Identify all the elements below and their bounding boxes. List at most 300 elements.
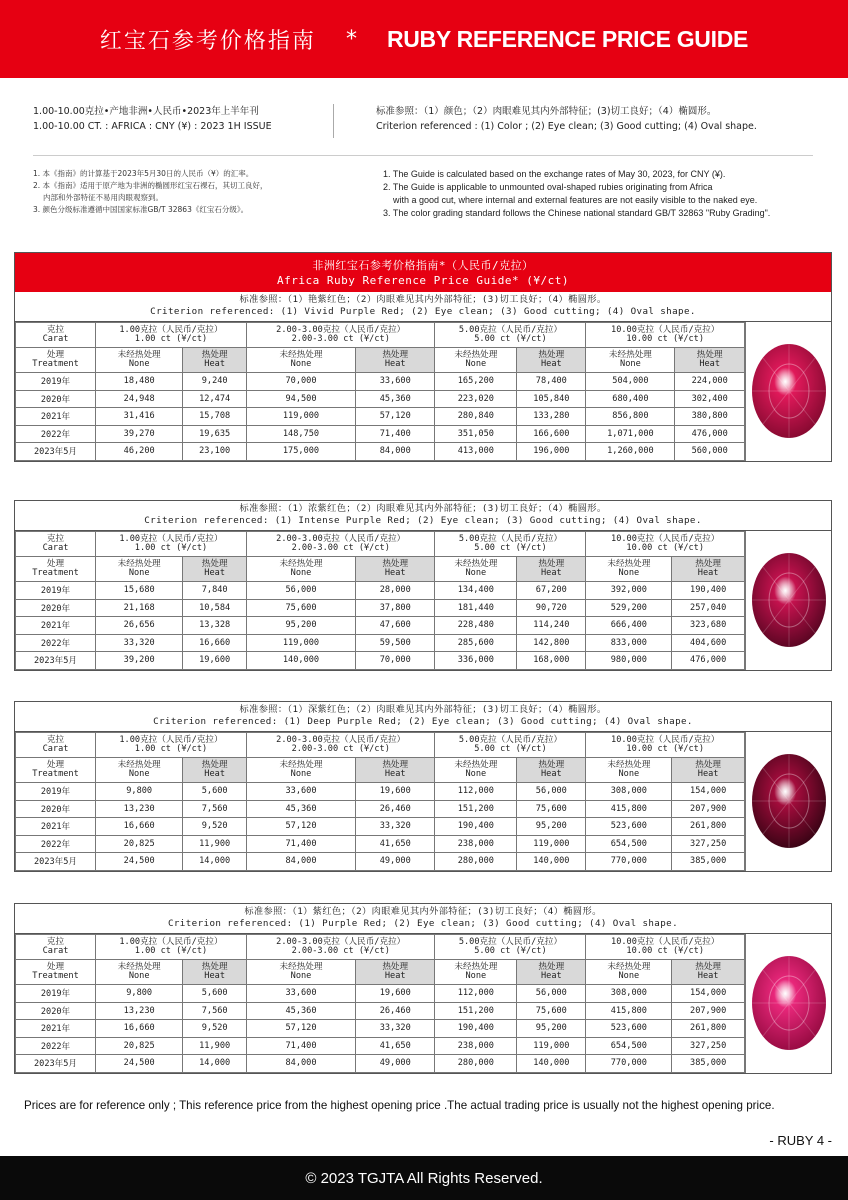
price-cell: 261,800: [672, 818, 745, 836]
ruby-gem-image: [745, 732, 831, 871]
heat-label-cn: 热处理: [695, 559, 722, 569]
none-label-en: None: [618, 568, 640, 578]
price-table-block: [14, 701, 832, 872]
carat-label-en: Carat: [42, 946, 69, 956]
price-cell: 56,000: [246, 582, 355, 600]
none-label-cn: 未经热处理: [279, 559, 323, 569]
price-cell: 41,650: [356, 835, 435, 853]
carat-label-en: Carat: [42, 334, 69, 344]
price-cell: 181,440: [435, 599, 517, 617]
note-en-2-cont: with a good cut, where internal and external features are not easily visible to the naked eye.: [393, 195, 758, 205]
price-cell: 654,500: [586, 835, 672, 853]
price-cell: 168,000: [517, 652, 586, 670]
price-cell: 75,600: [246, 599, 355, 617]
treatment-none-header: [246, 348, 355, 373]
main-title-cn: 非洲红宝石参考价格指南*（人民币/克拉）: [312, 259, 534, 272]
table-row: [16, 582, 745, 600]
year-cell: 2019年: [16, 985, 96, 1003]
price-cell: 59,500: [356, 634, 435, 652]
price-cell: 9,240: [183, 373, 247, 391]
treatment-label: [16, 758, 96, 783]
price-table-block: [14, 500, 832, 671]
price-cell: 24,948: [96, 390, 183, 408]
table-row: [16, 652, 745, 670]
heat-label-cn: 热处理: [695, 760, 722, 770]
price-cell: 415,800: [586, 800, 672, 818]
year-cell: 2021年: [16, 408, 96, 426]
none-label-en: None: [465, 568, 487, 578]
treatment-label: [16, 348, 96, 373]
treatment-label-cn: 处理: [46, 559, 65, 569]
carat-range-header: [246, 323, 434, 348]
price-cell: 33,600: [356, 373, 435, 391]
none-label-en: None: [618, 971, 640, 981]
table-row: [16, 617, 745, 635]
price-cell: 13,328: [183, 617, 247, 635]
heat-label-cn: 热处理: [695, 962, 722, 972]
carat-range-header: [435, 733, 586, 758]
price-cell: 56,000: [517, 783, 586, 801]
price-cell: 57,120: [246, 1020, 355, 1038]
carat-range-en: 2.00-3.00 ct (¥/ct): [291, 744, 390, 754]
table-row: [16, 425, 745, 443]
carat-range-cn: 1.00克拉（人民币/克拉）: [119, 534, 223, 544]
price-table-block: [14, 903, 832, 1074]
none-label-cn: 未经热处理: [454, 350, 498, 360]
price-cell: 7,840: [183, 582, 247, 600]
price-cell: 207,900: [672, 800, 745, 818]
carat-range-cn: 10.00克拉（人民币/克拉）: [611, 534, 720, 544]
none-label-cn: 未经热处理: [607, 962, 651, 972]
price-cell: 78,400: [517, 373, 586, 391]
price-cell: 385,000: [672, 853, 745, 871]
price-cell: 45,360: [246, 1002, 355, 1020]
carat-range-header: [96, 733, 247, 758]
table-wrap: [15, 732, 831, 871]
treatment-heat-header: [183, 960, 247, 985]
note-en-1: 1. The Guide is calculated based on the exchange rates of May 30, 2023, for CNY (¥).: [383, 169, 726, 179]
carat-range-header: [586, 323, 745, 348]
price-cell: 37,800: [356, 599, 435, 617]
treatment-label-cn: 处理: [46, 760, 65, 770]
price-cell: 504,000: [586, 373, 675, 391]
treatment-none-header: [586, 758, 672, 783]
price-cell: 280,840: [435, 408, 517, 426]
price-cell: 41,650: [356, 1037, 435, 1055]
price-cell: 90,720: [517, 599, 586, 617]
carat-range-cn: 2.00-3.00克拉（人民币/克拉）: [276, 534, 406, 544]
price-cell: 404,600: [672, 634, 745, 652]
treatment-none-header: [246, 758, 355, 783]
notes-chinese: [33, 168, 383, 220]
carat-range-header: [246, 935, 434, 960]
treatment-heat-header: [356, 960, 435, 985]
heat-label-en: Heat: [384, 769, 406, 779]
year-cell: 2022年: [16, 634, 96, 652]
price-cell: 49,000: [356, 853, 435, 871]
price-cell: 14,000: [183, 1055, 247, 1073]
carat-range-en: 1.00 ct (¥/ct): [134, 744, 208, 754]
carat-range-header: [586, 935, 745, 960]
treatment-none-header: [435, 557, 517, 582]
guide-notes: [33, 168, 823, 220]
carat-range-header: [246, 532, 434, 557]
price-cell: 21,168: [96, 599, 183, 617]
carat-range-header: [246, 733, 434, 758]
carat-range-en: 10.00 ct (¥/ct): [626, 334, 705, 344]
price-cell: 224,000: [675, 373, 745, 391]
price-cell: 24,500: [96, 1055, 183, 1073]
price-cell: 261,800: [672, 1020, 745, 1038]
price-cell: 19,600: [183, 652, 247, 670]
carat-label: [16, 323, 96, 348]
treatment-row: [16, 348, 745, 373]
table-row: [16, 853, 745, 871]
price-cell: 39,200: [96, 652, 183, 670]
price-cell: 523,600: [586, 1020, 672, 1038]
criterion-info-cn: 标准参照：（1）颜色；（2）肉眼难见其内外部特征；(3)切工良好；（4）椭圆形。: [376, 106, 717, 117]
none-label-en: None: [290, 769, 312, 779]
note-cn-1: 1. 本《指南》的计算基于2023年5月30日的人民币（¥）的汇率。: [33, 169, 254, 178]
treatment-label: [16, 557, 96, 582]
heat-label-cn: 热处理: [538, 760, 565, 770]
carat-range-en: 5.00 ct (¥/ct): [474, 744, 547, 754]
criterion-cn: 标准参照：（1）深紫红色；（2）肉眼难见其内外部特征；(3)切工良好；（4）椭圆形。: [239, 704, 607, 715]
heat-label-en: Heat: [697, 971, 719, 981]
table-row: [16, 443, 745, 461]
treatment-heat-header: [672, 758, 745, 783]
ruby-gem-icon: [749, 953, 829, 1053]
price-cell: 75,600: [517, 800, 586, 818]
price-cell: 151,200: [435, 800, 517, 818]
price-cell: 770,000: [586, 853, 672, 871]
price-cell: 5,600: [183, 985, 247, 1003]
heat-label-cn: 热处理: [201, 760, 228, 770]
carat-range-cn: 1.00克拉（人民币/克拉）: [119, 937, 223, 947]
table-criterion: [15, 292, 831, 322]
price-cell: 175,000: [246, 443, 355, 461]
price-cell: 84,000: [246, 1055, 355, 1073]
heat-label-en: Heat: [697, 568, 719, 578]
treatment-label-en: Treatment: [32, 568, 79, 578]
price-cell: 228,480: [435, 617, 517, 635]
treatment-heat-header: [356, 348, 435, 373]
none-label-cn: 未经热处理: [608, 350, 652, 360]
carat-label-en: Carat: [42, 543, 69, 553]
carat-range-cn: 5.00克拉（人民币/克拉）: [458, 735, 563, 745]
carat-range-header: [96, 532, 247, 557]
carat-row: [16, 323, 745, 348]
price-cell: 71,400: [246, 835, 355, 853]
price-cell: 140,000: [517, 1055, 586, 1073]
price-cell: 13,230: [96, 800, 183, 818]
main-table-title: [15, 253, 831, 292]
table-row: [16, 835, 745, 853]
carat-range-en: 2.00-3.00 ct (¥/ct): [291, 543, 390, 553]
year-cell: 2021年: [16, 617, 96, 635]
year-cell: 2022年: [16, 835, 96, 853]
ruby-gem-icon: [749, 341, 829, 441]
none-label-cn: 未经热处理: [279, 760, 323, 770]
price-cell: 9,520: [183, 818, 247, 836]
carat-range-en: 5.00 ct (¥/ct): [474, 334, 547, 344]
heat-label-en: Heat: [540, 359, 562, 369]
price-cell: 119,000: [517, 835, 586, 853]
treatment-row: [16, 557, 745, 582]
carat-range-cn: 10.00克拉（人民币/克拉）: [611, 325, 720, 335]
carat-range-header: [96, 323, 247, 348]
price-cell: 385,000: [672, 1055, 745, 1073]
price-cell: 19,600: [356, 985, 435, 1003]
none-label-en: None: [128, 769, 150, 779]
price-cell: 45,360: [246, 800, 355, 818]
price-cell: 190,400: [672, 582, 745, 600]
carat-range-header: [586, 733, 745, 758]
treatment-heat-header: [517, 348, 586, 373]
treatment-label-en: Treatment: [32, 359, 79, 369]
price-cell: 142,800: [517, 634, 586, 652]
copyright-text: © 2023 TGJTA All Rights Reserved.: [305, 1169, 543, 1187]
page-number: - RUBY 4 -: [769, 1133, 832, 1148]
carat-range-cn: 5.00克拉（人民币/克拉）: [458, 937, 563, 947]
carat-range-cn: 1.00克拉（人民币/克拉）: [119, 325, 223, 335]
price-cell: 20,825: [96, 835, 183, 853]
price-cell: 770,000: [586, 1055, 672, 1073]
criterion-info-en: Criterion referenced : (1) Color ; (2) Eye clean; (3) Good cutting; (4) Oval shape.: [376, 121, 757, 132]
treatment-heat-header: [183, 758, 247, 783]
heat-label-en: Heat: [204, 568, 225, 578]
note-en-2: 2. The Guide is applicable to unmounted oval-shaped rubies originating from Africa: [383, 182, 713, 192]
table-row: [16, 1020, 745, 1038]
none-label-cn: 未经热处理: [454, 559, 498, 569]
price-table: [15, 732, 745, 871]
carat-range-cn: 5.00克拉（人民币/克拉）: [458, 534, 563, 544]
price-table: [15, 322, 745, 461]
carat-range-header: [435, 532, 586, 557]
price-cell: 19,600: [356, 783, 435, 801]
criterion-cn: 标准参照：（1）艳紫红色；（2）肉眼难见其内外部特征；(3)切工良好；（4）椭圆形。: [239, 294, 607, 305]
treatment-row: [16, 960, 745, 985]
heat-label-cn: 热处理: [201, 559, 228, 569]
year-cell: 2021年: [16, 818, 96, 836]
year-cell: 2019年: [16, 373, 96, 391]
heat-label-en: Heat: [697, 769, 719, 779]
price-cell: 119,000: [246, 634, 355, 652]
none-label-en: None: [290, 971, 312, 981]
treatment-none-header: [586, 960, 672, 985]
heat-label-en: Heat: [540, 769, 562, 779]
none-label-cn: 未经热处理: [454, 962, 498, 972]
heat-label-cn: 热处理: [382, 962, 409, 972]
price-cell: 154,000: [672, 985, 745, 1003]
price-cell: 9,520: [183, 1020, 247, 1038]
price-cell: 47,600: [356, 617, 435, 635]
treatment-heat-header: [356, 557, 435, 582]
price-cell: 666,400: [586, 617, 672, 635]
price-cell: 15,680: [96, 582, 183, 600]
table-row: [16, 373, 745, 391]
carat-row: [16, 733, 745, 758]
year-cell: 2023年5月: [16, 853, 96, 871]
main-title-en: Africa Ruby Reference Price Guide* (¥/ct): [276, 274, 570, 287]
heat-label-cn: 热处理: [538, 559, 565, 569]
price-cell: 71,400: [356, 425, 435, 443]
ruby-gem-image: [745, 531, 831, 670]
none-label-en: None: [128, 971, 150, 981]
price-cell: 33,600: [246, 783, 355, 801]
price-cell: 148,750: [246, 425, 355, 443]
price-cell: 119,000: [517, 1037, 586, 1055]
none-label-cn: 未经热处理: [117, 962, 161, 972]
year-cell: 2019年: [16, 582, 96, 600]
price-cell: 151,200: [435, 1002, 517, 1020]
year-cell: 2023年5月: [16, 443, 96, 461]
carat-range-cn: 2.00-3.00克拉（人民币/克拉）: [276, 937, 406, 947]
heat-label-en: Heat: [204, 971, 225, 981]
carat-range-en: 1.00 ct (¥/ct): [134, 543, 208, 553]
carat-label-cn: 克拉: [46, 937, 65, 947]
price-cell: 84,000: [356, 443, 435, 461]
treatment-label-en: Treatment: [32, 769, 79, 779]
price-cell: 95,200: [517, 1020, 586, 1038]
year-cell: 2019年: [16, 783, 96, 801]
carat-range-en: 2.00-3.00 ct (¥/ct): [291, 946, 390, 956]
treatment-label-cn: 处理: [46, 962, 65, 972]
criterion-cn: 标准参照：（1）浓紫红色；（2）肉眼难见其内外部特征；(3)切工良好；（4）椭圆形。: [239, 503, 607, 514]
price-cell: 14,000: [183, 853, 247, 871]
price-cell: 133,280: [517, 408, 586, 426]
heat-label-cn: 热处理: [201, 962, 228, 972]
price-cell: 20,825: [96, 1037, 183, 1055]
price-cell: 529,200: [586, 599, 672, 617]
treatment-none-header: [435, 758, 517, 783]
treatment-heat-header: [517, 758, 586, 783]
table-criterion: [15, 501, 831, 531]
price-cell: 70,000: [356, 652, 435, 670]
ruby-gem-icon: [749, 550, 829, 650]
carat-range-header: [96, 935, 247, 960]
price-cell: 28,000: [356, 582, 435, 600]
carat-range-header: [435, 935, 586, 960]
price-cell: 134,400: [435, 582, 517, 600]
criterion-cn: 标准参照：（1）紫红色；（2）肉眼难见其内外部特征；(3)切工良好；（4）椭圆形。: [244, 906, 602, 917]
price-cell: 560,000: [675, 443, 745, 461]
price-cell: 56,000: [517, 985, 586, 1003]
year-cell: 2022年: [16, 425, 96, 443]
price-cell: 16,660: [96, 818, 183, 836]
table-wrap: [15, 531, 831, 670]
carat-range-cn: 5.00克拉（人民币/克拉）: [458, 325, 563, 335]
carat-label: [16, 532, 96, 557]
treatment-none-header: [586, 557, 672, 582]
note-en-3: 3. The color grading standard follows the Chinese national standard GB/T 32863 "Ruby Grading".: [383, 208, 771, 218]
price-cell: 95,200: [517, 818, 586, 836]
price-cell: 523,600: [586, 818, 672, 836]
none-label-en: None: [290, 568, 312, 578]
price-cell: 16,660: [183, 634, 247, 652]
treatment-row: [16, 758, 745, 783]
price-cell: 26,656: [96, 617, 183, 635]
year-cell: 2022年: [16, 1037, 96, 1055]
carat-label-cn: 克拉: [46, 534, 65, 544]
price-cell: 57,120: [246, 818, 355, 836]
price-cell: 23,100: [183, 443, 247, 461]
treatment-none-header: [96, 758, 183, 783]
none-label-cn: 未经热处理: [454, 760, 498, 770]
treatment-none-header: [246, 557, 355, 582]
carat-range-header: [435, 323, 586, 348]
carat-range-en: 10.00 ct (¥/ct): [626, 744, 705, 754]
price-cell: 19,635: [183, 425, 247, 443]
treatment-heat-header: [672, 960, 745, 985]
price-cell: 46,200: [96, 443, 183, 461]
carat-range-en: 5.00 ct (¥/ct): [474, 543, 547, 553]
price-cell: 18,480: [96, 373, 183, 391]
none-label-cn: 未经热处理: [117, 559, 161, 569]
none-label-cn: 未经热处理: [607, 760, 651, 770]
carat-range-en: 1.00 ct (¥/ct): [134, 334, 208, 344]
price-cell: 856,800: [586, 408, 675, 426]
heat-label-cn: 热处理: [382, 760, 409, 770]
criterion-info: [376, 104, 757, 140]
price-cell: 327,250: [672, 1037, 745, 1055]
year-cell: 2021年: [16, 1020, 96, 1038]
none-label-en: None: [290, 359, 312, 369]
price-cell: 1,071,000: [586, 425, 675, 443]
table-criterion: [15, 904, 831, 934]
ruby-gem-icon: [749, 751, 829, 851]
title-chinese: 红宝石参考价格指南: [99, 28, 316, 54]
heat-label-cn: 热处理: [696, 350, 723, 360]
year-cell: 2020年: [16, 390, 96, 408]
price-cell: 257,040: [672, 599, 745, 617]
treatment-heat-header: [356, 758, 435, 783]
price-cell: 165,200: [435, 373, 517, 391]
treatment-heat-header: [183, 348, 247, 373]
price-cell: 308,000: [586, 985, 672, 1003]
price-cell: 327,250: [672, 835, 745, 853]
price-cell: 95,200: [246, 617, 355, 635]
year-cell: 2023年5月: [16, 652, 96, 670]
price-cell: 33,320: [356, 1020, 435, 1038]
table-wrap: [15, 322, 831, 461]
treatment-none-header: [586, 348, 675, 373]
price-cell: 11,900: [183, 1037, 247, 1055]
price-cell: 980,000: [586, 652, 672, 670]
carat-range-en: 2.00-3.00 ct (¥/ct): [291, 334, 390, 344]
carat-label-cn: 克拉: [46, 325, 65, 335]
treatment-label-cn: 处理: [46, 350, 65, 360]
table-wrap: [15, 934, 831, 1073]
price-cell: 12,474: [183, 390, 247, 408]
treatment-none-header: [96, 557, 183, 582]
heat-label-en: Heat: [384, 971, 406, 981]
price-cell: 280,000: [435, 1055, 517, 1073]
ruby-gem-image: [745, 322, 831, 461]
carat-range-header: [586, 532, 745, 557]
price-cell: 11,900: [183, 835, 247, 853]
header-bar: [0, 0, 848, 78]
none-label-cn: 未经热处理: [117, 760, 161, 770]
price-cell: 285,600: [435, 634, 517, 652]
table-row: [16, 1002, 745, 1020]
treatment-none-header: [435, 960, 517, 985]
price-table-block: [14, 252, 832, 462]
table-row: [16, 818, 745, 836]
price-cell: 33,320: [356, 818, 435, 836]
table-criterion: [15, 702, 831, 732]
none-label-en: None: [128, 359, 150, 369]
